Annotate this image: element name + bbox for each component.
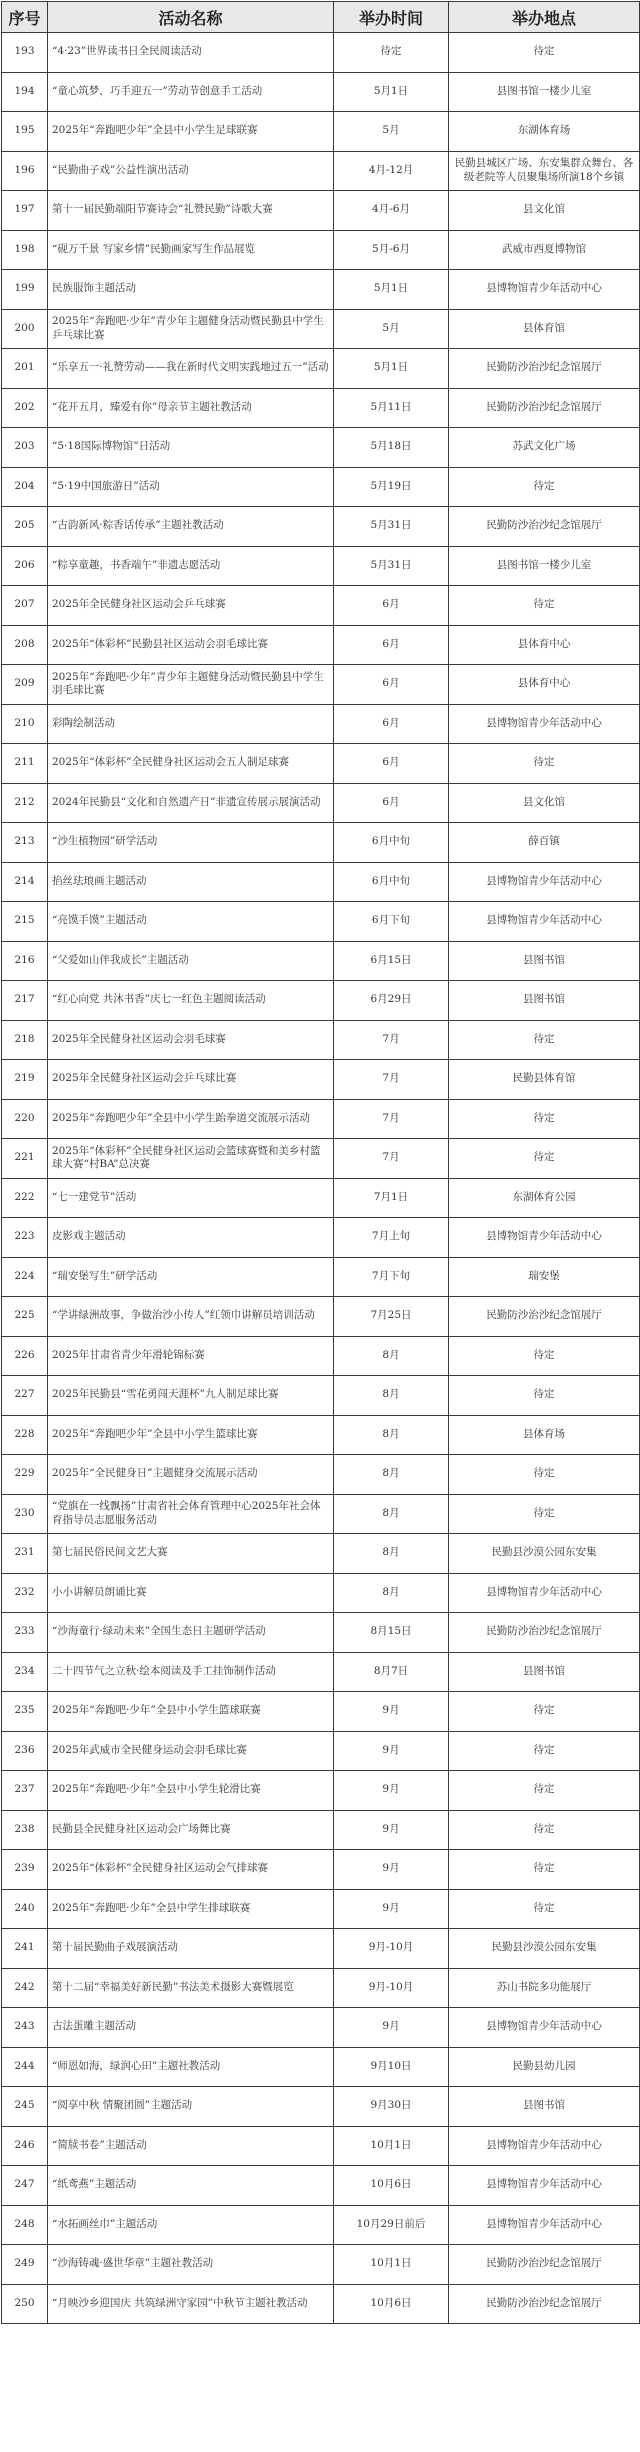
activity-name: “父爱如山伴我成长”主题活动 (48, 941, 334, 981)
activity-location: 民勤防沙治沙纪念馆展厅 (449, 388, 640, 428)
table-row (2, 1771, 640, 1811)
table-row (2, 744, 640, 784)
table-row (2, 862, 640, 902)
activity-name: 2025年“奔跑吧·少年”青少年主题健身活动暨民勤县中学生羽毛球比赛 (48, 665, 334, 705)
activity-location: 民勤县城区广场、东安集群众舞台、各级老院等人员聚集场所演18个乡镇 (449, 151, 640, 191)
activity-location: 民勤县体育馆 (449, 1060, 640, 1100)
table-row (2, 1297, 640, 1337)
activity-name: “民勤曲子戏”公益性演出活动 (48, 151, 334, 191)
activity-time: 7月25日 (334, 1297, 449, 1337)
activity-location: 县图书馆 (449, 1652, 640, 1692)
activity-location: 待定 (449, 467, 640, 507)
row-number: 248 (2, 2205, 48, 2245)
activity-name: “童心筑梦，巧手迎五一”劳动节创意手工活动 (48, 72, 334, 112)
activity-location: 东湖体育公园 (449, 1178, 640, 1218)
row-number: 224 (2, 1257, 48, 1297)
row-number: 212 (2, 783, 48, 823)
table-row (2, 1534, 640, 1574)
activity-schedule-table (1, 1, 640, 2324)
activity-time: 5月19日 (334, 467, 449, 507)
row-number: 245 (2, 2087, 48, 2127)
activity-location: 待定 (449, 1455, 640, 1495)
activity-name: “简牍书卷”主题活动 (48, 2126, 334, 2166)
activity-time: 6月 (334, 704, 449, 744)
activity-location: 待定 (449, 744, 640, 784)
table-row (2, 467, 640, 507)
activity-time: 7月下旬 (334, 1257, 449, 1297)
activity-location: 待定 (449, 1020, 640, 1060)
row-number: 199 (2, 270, 48, 310)
table-row (2, 2166, 640, 2206)
row-number: 241 (2, 1929, 48, 1969)
activity-location: 待定 (449, 1771, 640, 1811)
table-row (2, 309, 640, 349)
row-number: 193 (2, 33, 48, 73)
activity-name: 2025年“奔跑吧·少年”全县中小学生篮球联赛 (48, 1692, 334, 1732)
table-row (2, 72, 640, 112)
activity-location: 待定 (449, 1850, 640, 1890)
activity-time: 10月1日 (334, 2126, 449, 2166)
activity-time: 4月-6月 (334, 191, 449, 231)
table-row (2, 230, 640, 270)
row-number: 231 (2, 1534, 48, 1574)
activity-name: “沙海童行·绿动未来”全国生态日主题研学活动 (48, 1613, 334, 1653)
activity-name: “古韵新风·粽香话传承”主题社教活动 (48, 507, 334, 547)
table-row (2, 507, 640, 547)
activity-time: 7月 (334, 1060, 449, 1100)
activity-time: 5月-6月 (334, 230, 449, 270)
activity-time: 6月 (334, 665, 449, 705)
row-number: 237 (2, 1771, 48, 1811)
table-row (2, 2008, 640, 2048)
activity-time: 6月29日 (334, 981, 449, 1021)
activity-time: 10月6日 (334, 2166, 449, 2206)
table-row (2, 1218, 640, 1258)
row-number: 207 (2, 586, 48, 626)
table-row (2, 1692, 640, 1732)
table-row (2, 704, 640, 744)
activity-location: 民勤防沙治沙纪念馆展厅 (449, 2284, 640, 2324)
activity-time: 6月中旬 (334, 823, 449, 863)
activity-time: 7月1日 (334, 1178, 449, 1218)
activity-location: 县博物馆青少年活动中心 (449, 2166, 640, 2206)
row-number: 236 (2, 1731, 48, 1771)
row-number: 239 (2, 1850, 48, 1890)
activity-name: “5·19中国旅游日”活动 (48, 467, 334, 507)
activity-time: 8月 (334, 1494, 449, 1534)
activity-time: 6月 (334, 625, 449, 665)
row-number: 211 (2, 744, 48, 784)
activity-name: 第十二届“幸福美好新民勤”书法美术摄影大赛暨展览 (48, 1968, 334, 2008)
activity-name: 第十届民勤曲子戏展演活动 (48, 1929, 334, 1969)
activity-time: 6月下旬 (334, 902, 449, 942)
row-number: 238 (2, 1810, 48, 1850)
activity-location: 待定 (449, 1889, 640, 1929)
row-number: 223 (2, 1218, 48, 1258)
table-row (2, 1573, 640, 1613)
row-number: 221 (2, 1139, 48, 1179)
activity-time: 10月6日 (334, 2284, 449, 2324)
activity-location: 民勤防沙治沙纪念馆展厅 (449, 1297, 640, 1337)
table-row (2, 33, 640, 73)
activity-location: 县博物馆青少年活动中心 (449, 902, 640, 942)
activity-time: 8月 (334, 1415, 449, 1455)
activity-location: 县体育中心 (449, 625, 640, 665)
activity-location: 县体育场 (449, 1415, 640, 1455)
activity-name: 2025年甘肃省青少年滑轮锦标赛 (48, 1336, 334, 1376)
table-row (2, 625, 640, 665)
activity-location: 民勤防沙治沙纪念馆展厅 (449, 1613, 640, 1653)
row-number: 201 (2, 349, 48, 389)
activity-location: 薛百镇 (449, 823, 640, 863)
activity-location: 武威市西夏博物馆 (449, 230, 640, 270)
header-row (2, 2, 640, 33)
activity-time: 8月 (334, 1376, 449, 1416)
activity-location: 县文化馆 (449, 191, 640, 231)
activity-time: 8月 (334, 1573, 449, 1613)
activity-location: 民勤防沙治沙纪念馆展厅 (449, 507, 640, 547)
activity-location: 待定 (449, 1139, 640, 1179)
row-number: 205 (2, 507, 48, 547)
row-number: 204 (2, 467, 48, 507)
row-number: 232 (2, 1573, 48, 1613)
activity-name: “瑞安堡写生”研学活动 (48, 1257, 334, 1297)
activity-location: 县体育馆 (449, 309, 640, 349)
activity-name: “七一建党节”活动 (48, 1178, 334, 1218)
table-row (2, 1099, 640, 1139)
activity-name: 2025年武威市全民健身运动会羽毛球比赛 (48, 1731, 334, 1771)
activity-name: “沙海铸魂·盛世华章”主题社教活动 (48, 2245, 334, 2285)
table-row (2, 1929, 640, 1969)
table-row (2, 783, 640, 823)
row-number: 229 (2, 1455, 48, 1495)
table-row (2, 1020, 640, 1060)
activity-name: 2025年“奔跑吧·少年”全县中学生排球联赛 (48, 1889, 334, 1929)
activity-location: 县博物馆青少年活动中心 (449, 1573, 640, 1613)
row-number: 250 (2, 2284, 48, 2324)
table-row (2, 941, 640, 981)
table-row (2, 1850, 640, 1890)
activity-time: 8月7日 (334, 1652, 449, 1692)
row-number: 247 (2, 2166, 48, 2206)
table-row (2, 586, 640, 626)
activity-name: 2024年民勤县“文化和自然遗产日”非遗宣传展示展演活动 (48, 783, 334, 823)
row-number: 240 (2, 1889, 48, 1929)
table-row (2, 388, 640, 428)
activity-location: 瑞安堡 (449, 1257, 640, 1297)
activity-location: 待定 (449, 1731, 640, 1771)
table-row (2, 1376, 640, 1416)
activity-time: 10月1日 (334, 2245, 449, 2285)
activity-name: 2025年“奔跑吧少年”全县中小学生篮球比赛 (48, 1415, 334, 1455)
activity-time: 待定 (334, 33, 449, 73)
activity-name: “学讲绿洲故事，争做治沙小传人”红领巾讲解员培训活动 (48, 1297, 334, 1337)
table-row (2, 1455, 640, 1495)
activity-name: 2025年“奔跑吧·少年”全县中小学生轮滑比赛 (48, 1771, 334, 1811)
row-number: 198 (2, 230, 48, 270)
activity-location: 县博物馆青少年活动中心 (449, 2126, 640, 2166)
row-number: 222 (2, 1178, 48, 1218)
table-row (2, 191, 640, 231)
activity-time: 9月 (334, 1810, 449, 1850)
activity-time: 5月31日 (334, 507, 449, 547)
activity-location: 民勤县沙漠公园东安集 (449, 1534, 640, 1574)
row-number: 226 (2, 1336, 48, 1376)
table-row (2, 2047, 640, 2087)
activity-location: 苏武文化广场 (449, 428, 640, 468)
row-number: 215 (2, 902, 48, 942)
row-number: 216 (2, 941, 48, 981)
table-row (2, 2245, 640, 2285)
activity-location: 县博物馆青少年活动中心 (449, 2008, 640, 2048)
table-row (2, 1968, 640, 2008)
activity-name: 2025年“体彩杯”全民健身社区运动会五人制足球赛 (48, 744, 334, 784)
activity-time: 9月 (334, 1771, 449, 1811)
activity-name: “4·23”世界读书日全民阅读活动 (48, 33, 334, 73)
activity-name: 2025年民勤县“雪花勇闯天涯杯”九人制足球比赛 (48, 1376, 334, 1416)
activity-time: 5月11日 (334, 388, 449, 428)
row-number: 227 (2, 1376, 48, 1416)
table-row (2, 1257, 640, 1297)
activity-time: 5月 (334, 112, 449, 152)
activity-time: 9月-10月 (334, 1968, 449, 2008)
activity-time: 9月 (334, 1889, 449, 1929)
row-number: 202 (2, 388, 48, 428)
table-row (2, 823, 640, 863)
activity-time: 5月31日 (334, 546, 449, 586)
activity-time: 5月 (334, 309, 449, 349)
table-row (2, 151, 640, 191)
activity-time: 9月30日 (334, 2087, 449, 2127)
row-number: 206 (2, 546, 48, 586)
activity-time: 6月 (334, 586, 449, 626)
row-number: 217 (2, 981, 48, 1021)
activity-name: “党旗在一线飘扬”甘肃省社会体育管理中心2025年社会体育指导员志愿服务活动 (48, 1494, 334, 1534)
activity-name: 彩陶绘制活动 (48, 704, 334, 744)
table-row (2, 2126, 640, 2166)
activity-name: “亮馍手馍”主题活动 (48, 902, 334, 942)
activity-name: 2025年“奔跑吧·少年”青少年主题健身活动暨民勤县中学生乒乓球比赛 (48, 309, 334, 349)
activity-time: 5月1日 (334, 72, 449, 112)
row-number: 225 (2, 1297, 48, 1337)
activity-time: 6月15日 (334, 941, 449, 981)
table-row (2, 2205, 640, 2245)
activity-name: 2025年全民健身社区运动会乒乓球赛 (48, 586, 334, 626)
activity-location: 待定 (449, 33, 640, 73)
activity-name: 2025年“体彩杯”全民健身社区运动会篮球赛暨和美乡村篮球大赛“村BA”总决赛 (48, 1139, 334, 1179)
activity-location: 县博物馆青少年活动中心 (449, 1218, 640, 1258)
activity-name: 古法蛋雕主题活动 (48, 2008, 334, 2048)
row-number: 219 (2, 1060, 48, 1100)
activity-time: 6月 (334, 783, 449, 823)
table-row (2, 1731, 640, 1771)
row-number: 246 (2, 2126, 48, 2166)
row-number: 230 (2, 1494, 48, 1534)
header-time: 举办时间 (334, 2, 449, 33)
activity-time: 10月29日前后 (334, 2205, 449, 2245)
row-number: 242 (2, 1968, 48, 2008)
activity-location: 待定 (449, 1810, 640, 1850)
activity-location: 待定 (449, 1692, 640, 1732)
activity-location: 县图书馆 (449, 981, 640, 1021)
table-row (2, 665, 640, 705)
activity-name: 民族服饰主题活动 (48, 270, 334, 310)
activity-name: 2025年“奔跑吧少年”全县中小学生足球联赛 (48, 112, 334, 152)
activity-name: “乐享五一·礼赞劳动——我在新时代文明实践地过五一”活动 (48, 349, 334, 389)
table-row (2, 1336, 640, 1376)
activity-name: 2025年全民健身社区运动会羽毛球赛 (48, 1020, 334, 1060)
table-row (2, 2284, 640, 2324)
activity-name: “阅享中秋 情聚团圆”主题活动 (48, 2087, 334, 2127)
activity-name: 第十一届民勤端阳节赛诗会“礼赞民勤”诗歌大赛 (48, 191, 334, 231)
table-row (2, 349, 640, 389)
table-row (2, 1178, 640, 1218)
table-row (2, 1889, 640, 1929)
row-number: 203 (2, 428, 48, 468)
activity-time: 9月 (334, 1850, 449, 1890)
row-number: 209 (2, 665, 48, 705)
activity-location: 县图书馆 (449, 2087, 640, 2127)
activity-location: 民勤县幼儿园 (449, 2047, 640, 2087)
activity-location: 待定 (449, 586, 640, 626)
row-number: 195 (2, 112, 48, 152)
activity-location: 县博物馆青少年活动中心 (449, 270, 640, 310)
activity-name: 2025年“奔跑吧少年”全县中小学生跆拳道交流展示活动 (48, 1099, 334, 1139)
activity-location: 民勤县沙漠公园东安集 (449, 1929, 640, 1969)
row-number: 249 (2, 2245, 48, 2285)
row-number: 197 (2, 191, 48, 231)
activity-time: 7月 (334, 1099, 449, 1139)
activity-name: “师恩如海，绿润心田”主题社教活动 (48, 2047, 334, 2087)
activity-location: 待定 (449, 1494, 640, 1534)
table-row (2, 1139, 640, 1179)
activity-time: 6月中旬 (334, 862, 449, 902)
activity-name: 2025年“全民健身日”主题健身交流展示活动 (48, 1455, 334, 1495)
table-row (2, 428, 640, 468)
table-row (2, 1652, 640, 1692)
activity-location: 待定 (449, 1099, 640, 1139)
header-number: 序号 (2, 2, 48, 33)
row-number: 235 (2, 1692, 48, 1732)
activity-time: 8月 (334, 1336, 449, 1376)
activity-time: 8月 (334, 1455, 449, 1495)
activity-time: 7月 (334, 1139, 449, 1179)
activity-time: 7月上旬 (334, 1218, 449, 1258)
row-number: 194 (2, 72, 48, 112)
row-number: 220 (2, 1099, 48, 1139)
table-row (2, 1494, 640, 1534)
header-location: 举办地点 (449, 2, 640, 33)
activity-name: “5·18国际博物馆”日活动 (48, 428, 334, 468)
activity-time: 9月 (334, 2008, 449, 2048)
activity-name: 民勤县全民健身社区运动会广场舞比赛 (48, 1810, 334, 1850)
activity-name: “砚万千景 写家乡情”民勤画家写生作品展览 (48, 230, 334, 270)
activity-location: 县图书馆一楼少儿室 (449, 546, 640, 586)
activity-name: 2025年“体彩杯”全民健身社区运动会气排球赛 (48, 1850, 334, 1890)
activity-location: 县图书馆 (449, 941, 640, 981)
row-number: 233 (2, 1613, 48, 1653)
table-row (2, 270, 640, 310)
activity-name: 掐丝珐琅画主题活动 (48, 862, 334, 902)
row-number: 210 (2, 704, 48, 744)
activity-time: 9月 (334, 1692, 449, 1732)
table-row (2, 1415, 640, 1455)
row-number: 213 (2, 823, 48, 863)
activity-location: 县博物馆青少年活动中心 (449, 704, 640, 744)
activity-name: 小小讲解员朗诵比赛 (48, 1573, 334, 1613)
row-number: 234 (2, 1652, 48, 1692)
row-number: 208 (2, 625, 48, 665)
activity-time: 7月 (334, 1020, 449, 1060)
activity-name: 皮影戏主题活动 (48, 1218, 334, 1258)
row-number: 196 (2, 151, 48, 191)
activity-time: 9月 (334, 1731, 449, 1771)
row-number: 244 (2, 2047, 48, 2087)
activity-location: 东湖体育场 (449, 112, 640, 152)
activity-name: 二十四节气之立秋·绘本阅读及手工挂饰制作活动 (48, 1652, 334, 1692)
activity-name: “花开五月，臻爱有你”母亲节主题社教活动 (48, 388, 334, 428)
activity-time: 8月 (334, 1534, 449, 1574)
table-row (2, 2087, 640, 2127)
activity-location: 县博物馆青少年活动中心 (449, 2205, 640, 2245)
activity-location: 待定 (449, 1336, 640, 1376)
activity-name: “粽享童趣，书香端午”非遗志愿活动 (48, 546, 334, 586)
activity-time: 5月1日 (334, 349, 449, 389)
activity-time: 5月1日 (334, 270, 449, 310)
table-row (2, 1810, 640, 1850)
row-number: 243 (2, 2008, 48, 2048)
row-number: 200 (2, 309, 48, 349)
activity-name: 第七届民俗民间文艺大赛 (48, 1534, 334, 1574)
activity-name: “红心向党 共沐书香”庆七一红色主题阅读活动 (48, 981, 334, 1021)
table-row (2, 112, 640, 152)
activity-name: “水拓画丝巾”主题活动 (48, 2205, 334, 2245)
activity-name: “月映沙乡迎国庆 共筑绿洲守家园”中秋节主题社教活动 (48, 2284, 334, 2324)
activity-name: 2025年全民健身社区运动会乒乓球比赛 (48, 1060, 334, 1100)
activity-time: 8月15日 (334, 1613, 449, 1653)
activity-location: 县图书馆一楼少儿室 (449, 72, 640, 112)
activity-name: 2025年“体彩杯”民勤县社区运动会羽毛球比赛 (48, 625, 334, 665)
row-number: 218 (2, 1020, 48, 1060)
activity-time: 9月10日 (334, 2047, 449, 2087)
activity-name: “沙生植物园”研学活动 (48, 823, 334, 863)
activity-location: 民勤防沙治沙纪念馆展厅 (449, 2245, 640, 2285)
table-row (2, 1060, 640, 1100)
table-row (2, 902, 640, 942)
activity-location: 待定 (449, 1376, 640, 1416)
row-number: 214 (2, 862, 48, 902)
activity-location: 县文化馆 (449, 783, 640, 823)
activity-location: 县博物馆青少年活动中心 (449, 862, 640, 902)
activity-time: 6月 (334, 744, 449, 784)
header-activity-name: 活动名称 (48, 2, 334, 33)
activity-location: 苏山书院多功能展厅 (449, 1968, 640, 2008)
activity-time: 9月-10月 (334, 1929, 449, 1969)
activity-name: “纸鸢燕”主题活动 (48, 2166, 334, 2206)
activity-location: 县体育中心 (449, 665, 640, 705)
table-row (2, 546, 640, 586)
row-number: 228 (2, 1415, 48, 1455)
activity-location: 民勤防沙治沙纪念馆展厅 (449, 349, 640, 389)
table-row (2, 1613, 640, 1653)
activity-time: 5月18日 (334, 428, 449, 468)
table-row (2, 981, 640, 1021)
activity-time: 4月-12月 (334, 151, 449, 191)
